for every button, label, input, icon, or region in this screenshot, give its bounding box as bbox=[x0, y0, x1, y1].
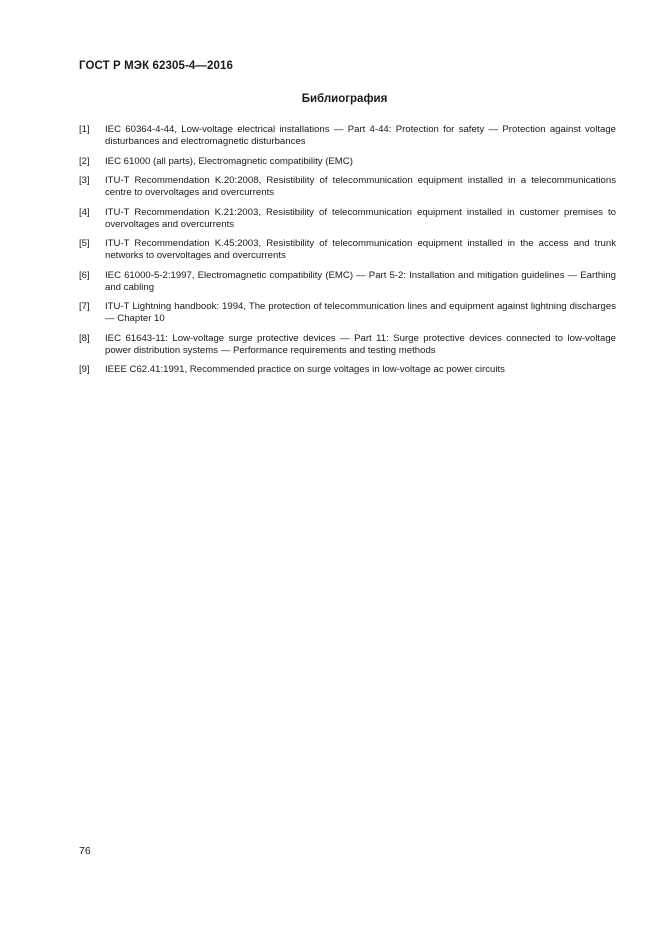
bibliography-item-number: [9] bbox=[79, 364, 90, 375]
bibliography-item-number: [2] bbox=[79, 155, 90, 167]
bibliography-item-number: [6] bbox=[79, 269, 90, 281]
bibliography-item bbox=[79, 175, 616, 199]
bibliography-item-text: IEC 61000 (all parts), Electromagnetic compatibility (EMC) bbox=[105, 155, 353, 167]
bibliography-item-text: ITU-T Recommendation K.20:2008, Resistibility of telecommunication equipment installed in a telecommunications centre to overvoltages and overcurrents bbox=[105, 175, 616, 198]
bibliography-item-text: ITU-T Lightning handbook: 1994, The protection of telecommunication lines and equipment against lightning discharges — Chapter 10 bbox=[105, 301, 616, 324]
document-code-header: ГОСТ Р МЭК 62305-4—2016 bbox=[79, 60, 233, 72]
bibliography-item-text: ITU-T Recommendation K.21:2003, Resistibility of telecommunication equipment installed in customer premises to overvoltages and overcurrents bbox=[105, 206, 616, 230]
bibliography-list bbox=[79, 124, 616, 384]
bibliography-item bbox=[79, 333, 616, 357]
bibliography-item-text: IEC 60364-4-44, Low-voltage electrical installations — Part 4-44: Protection for safety — Protection against voltage disturbances and electromagnetic disturbances bbox=[105, 124, 616, 147]
bibliography-item bbox=[79, 301, 616, 325]
bibliography-item bbox=[79, 238, 616, 262]
bibliography-item bbox=[79, 207, 616, 231]
bibliography-item-number: [3] bbox=[79, 175, 90, 186]
bibliography-item-text: ITU-T Recommendation K.45:2003, Resistibility of telecommunication equipment installed in the access and trunk networks to overvoltages and overcurrents bbox=[105, 238, 616, 261]
bibliography-item-text: IEC 61643-11: Low-voltage surge protective devices — Part 11: Surge protective devices connected to low-voltage power distribution systems — Performance requirements and testing methods bbox=[105, 332, 616, 356]
bibliography-item bbox=[79, 124, 616, 148]
bibliography-item bbox=[79, 156, 616, 168]
bibliography-item-text: IEEE C62.41:1991, Recommended practice on surge voltages in low-voltage ac power circuits bbox=[105, 364, 505, 375]
page-number: 76 bbox=[79, 845, 91, 857]
bibliography-item bbox=[79, 364, 616, 376]
bibliography-item-text: IEC 61000-5-2:1997, Electromagnetic compatibility (EMC) — Part 5-2: Installation and mitigation guidelines — Earthing and cabling bbox=[105, 269, 616, 293]
bibliography-item-number: [1] bbox=[79, 124, 90, 135]
bibliography-item-number: [8] bbox=[79, 332, 90, 344]
bibliography-title: Библиография bbox=[301, 93, 388, 105]
bibliography-item-number: [5] bbox=[79, 238, 90, 249]
bibliography-item-number: [4] bbox=[79, 206, 90, 218]
bibliography-item bbox=[79, 270, 616, 294]
bibliography-item-number: [7] bbox=[79, 301, 90, 312]
